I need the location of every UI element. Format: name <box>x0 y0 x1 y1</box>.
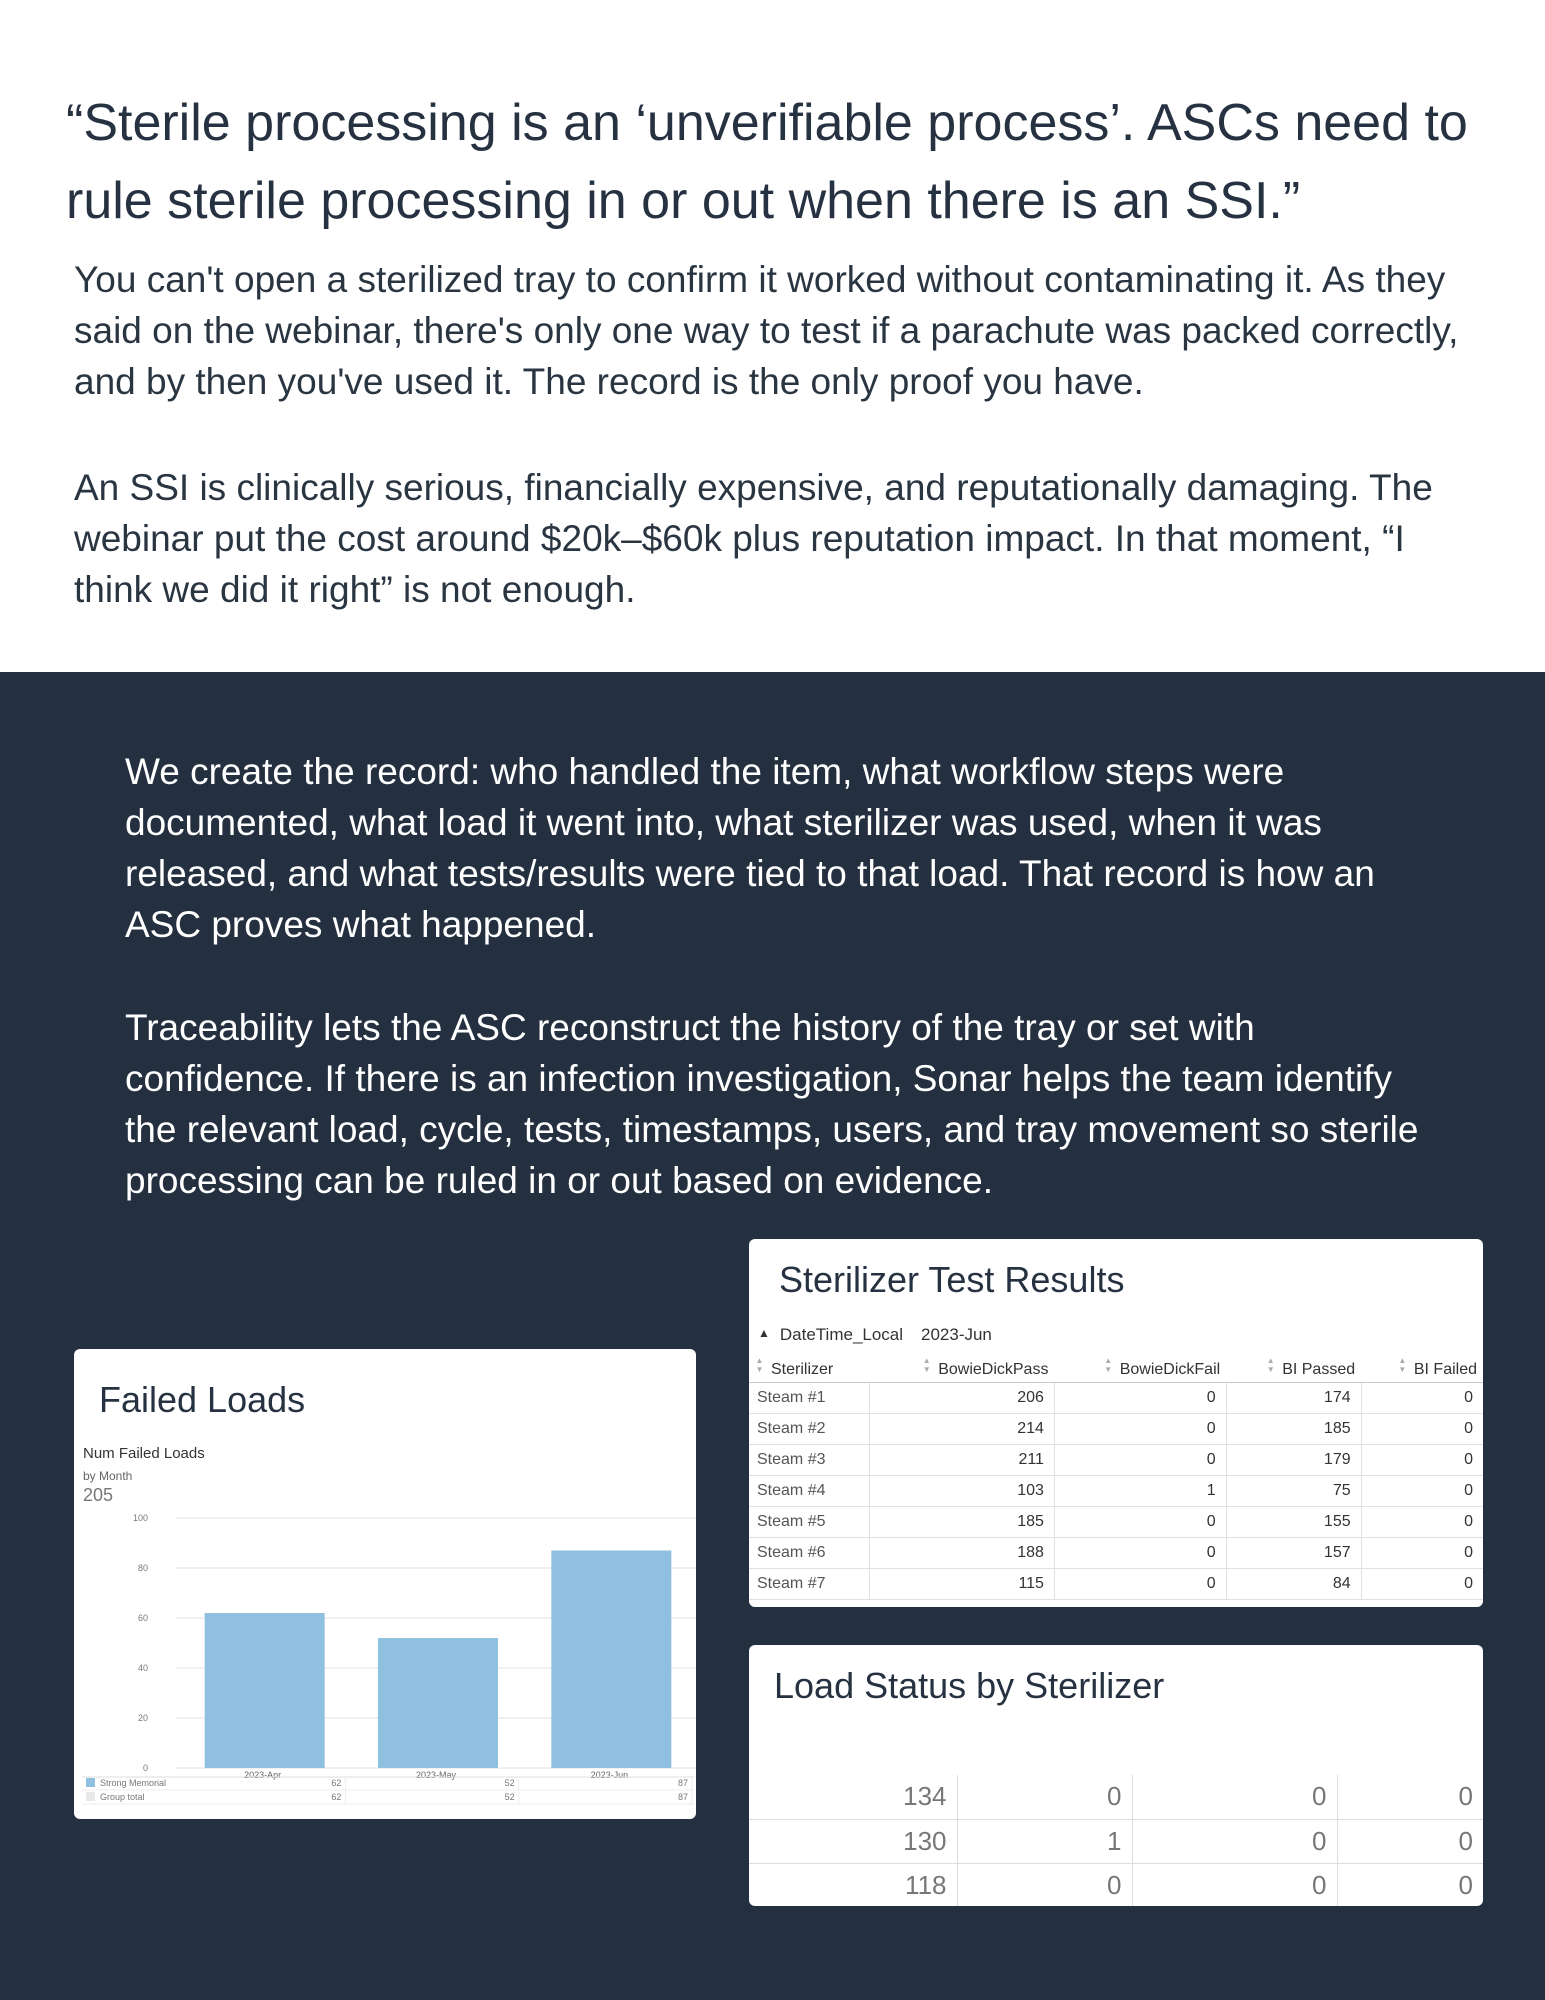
table-cell: 1 <box>1054 1475 1226 1506</box>
data-label: 87 <box>677 1778 688 1788</box>
intro-paragraph-2: An SSI is clinically serious, financially expensive, and reputationally damaging. The webinar put the cost around $20k–$60k plus reputation impact. In that moment, “I think we did it right” is not enough. <box>74 467 1433 610</box>
x-tick-label: 2023-Jun <box>590 1770 629 1780</box>
table-cell: 0 <box>1361 1413 1483 1444</box>
table-cell: 134 <box>749 1775 957 1819</box>
table-cell: 75 <box>1226 1475 1361 1506</box>
table-cell: 118 <box>749 1863 957 1906</box>
table-cell: 0 <box>1132 1775 1337 1819</box>
table-cell: 0 <box>1054 1382 1226 1413</box>
column-header-label: BI Failed <box>1413 1361 1477 1379</box>
table-row <box>749 1863 1483 1906</box>
table-cell: 214 <box>870 1413 1055 1444</box>
table-cell: 0 <box>1054 1444 1226 1475</box>
y-tick-label: 60 <box>137 1613 148 1623</box>
test-results-table <box>749 1354 1483 1600</box>
failed-loads-card <box>74 1349 696 1819</box>
y-tick-label: 0 <box>142 1763 148 1773</box>
column-header[interactable] <box>749 1354 870 1382</box>
table-cell: 0 <box>1361 1382 1483 1413</box>
bar <box>378 1638 498 1768</box>
table-cell: 0 <box>1054 1568 1226 1599</box>
failed-loads-title: Failed Loads <box>99 1379 306 1420</box>
test-results-title: Sterilizer Test Results <box>779 1259 1125 1300</box>
table-cell: 0 <box>957 1863 1132 1906</box>
table-cell: 179 <box>1226 1444 1361 1475</box>
table-row <box>749 1775 1483 1819</box>
pivot-header <box>758 1325 992 1345</box>
table-row <box>749 1444 1483 1475</box>
table-row <box>749 1506 1483 1537</box>
column-header-label: Sterilizer <box>771 1361 834 1379</box>
load-status-title: Load Status by Sterilizer <box>774 1665 1165 1706</box>
data-label: 52 <box>504 1778 515 1788</box>
load-status-card <box>749 1645 1483 1906</box>
column-header-label: BowieDickPass <box>938 1361 1049 1379</box>
data-label: 62 <box>331 1792 342 1802</box>
traceability-paragraph: Traceability lets the ASC reconstruct the history of the tray or set with confidence. If there is an infection investigation, Sonar helps the team identify the relevant load, cycle, tests, timestamps, users, and tray movement so sterile processing can be ruled in or out based on evidence. <box>125 1007 1419 1201</box>
test-results-card <box>749 1239 1483 1607</box>
date-field-value: 2023-Jun <box>921 1325 992 1344</box>
table-cell: 0 <box>1361 1568 1483 1599</box>
table-cell: 155 <box>1226 1506 1361 1537</box>
sterilizer-name: Steam #2 <box>749 1413 870 1444</box>
load-status-table <box>749 1775 1483 1906</box>
table-cell: 0 <box>1361 1475 1483 1506</box>
data-label: 62 <box>331 1778 342 1788</box>
sterilizer-name: Steam #5 <box>749 1506 870 1537</box>
record-paragraph: We create the record: who handled the item, what workflow steps were documented, what load it went into, what sterilizer was used, when it was released, and what tests/results were tied to that load. That record is how an ASC proves what happened. <box>125 751 1375 945</box>
y-tick-label: 40 <box>137 1663 148 1673</box>
chart-subtitle: Num Failed Loads <box>83 1445 205 1462</box>
chart-total: 205 <box>83 1485 114 1505</box>
table-row <box>749 1382 1483 1413</box>
table-cell: 0 <box>1054 1506 1226 1537</box>
sterilizer-name: Steam #4 <box>749 1475 870 1506</box>
column-header-label: BI Passed <box>1282 1361 1356 1379</box>
legend-swatch <box>86 1792 95 1801</box>
table-cell: 188 <box>870 1537 1055 1568</box>
data-label: 52 <box>504 1792 515 1802</box>
table-row <box>749 1413 1483 1444</box>
table-cell: 0 <box>957 1775 1132 1819</box>
table-row <box>749 1537 1483 1568</box>
chart-by-label: by Month <box>83 1469 133 1483</box>
table-cell: 157 <box>1226 1537 1361 1568</box>
legend-label: Group total <box>100 1792 145 1802</box>
table-cell: 185 <box>1226 1413 1361 1444</box>
table-cell: 174 <box>1226 1382 1361 1413</box>
date-field-label: DateTime_Local <box>779 1325 904 1344</box>
column-header[interactable] <box>1054 1354 1226 1382</box>
sort-icon[interactable]: ▲▼ <box>755 1356 764 1375</box>
data-label: 87 <box>677 1792 688 1802</box>
x-tick-label: 2023-May <box>415 1770 457 1780</box>
sterilizer-name: Steam #1 <box>749 1382 870 1413</box>
sort-icon[interactable]: ▲▼ <box>1103 1356 1113 1375</box>
failed-loads-chart <box>74 1349 696 1819</box>
table-cell: 0 <box>1054 1537 1226 1568</box>
table-cell: 115 <box>870 1568 1055 1599</box>
table-cell: 0 <box>1361 1506 1483 1537</box>
legend-swatch <box>86 1778 95 1787</box>
sterilizer-name: Steam #3 <box>749 1444 870 1475</box>
sterilizer-name: Steam #7 <box>749 1568 870 1599</box>
column-header[interactable] <box>1226 1354 1361 1382</box>
table-row <box>749 1475 1483 1506</box>
table-cell: 185 <box>870 1506 1055 1537</box>
sort-up-icon[interactable]: ▲ <box>758 1326 770 1340</box>
table-cell: 0 <box>1132 1863 1337 1906</box>
column-header[interactable] <box>1361 1354 1483 1382</box>
table-cell: 0 <box>1337 1775 1483 1819</box>
y-tick-label: 100 <box>132 1513 148 1523</box>
table-cell: 206 <box>870 1382 1055 1413</box>
table-cell: 0 <box>1132 1819 1337 1863</box>
sort-icon[interactable]: ▲▼ <box>922 1356 932 1375</box>
table-cell: 84 <box>1226 1568 1361 1599</box>
headline-quote: “Sterile processing is an ‘unverifiable process’. ASCs need to rule sterile processing in or out when there is an SSI.” <box>66 94 1468 230</box>
table-cell: 0 <box>1054 1413 1226 1444</box>
sort-icon[interactable]: ▲▼ <box>1266 1356 1276 1375</box>
bar <box>205 1613 325 1768</box>
table-cell: 0 <box>1337 1863 1483 1906</box>
table-cell: 130 <box>749 1819 957 1863</box>
sterilizer-name: Steam #6 <box>749 1537 870 1568</box>
table-row <box>749 1819 1483 1863</box>
table-cell: 1 <box>957 1819 1132 1863</box>
table-cell: 211 <box>870 1444 1055 1475</box>
column-header[interactable] <box>870 1354 1055 1382</box>
sort-icon[interactable]: ▲▼ <box>1397 1356 1407 1375</box>
legend-label: Strong Memorial <box>100 1778 167 1788</box>
table-row <box>749 1568 1483 1599</box>
column-header-label: BowieDickFail <box>1119 1361 1221 1379</box>
table-cell: 0 <box>1337 1819 1483 1863</box>
y-tick-label: 20 <box>137 1713 148 1723</box>
bar <box>551 1551 671 1769</box>
table-cell: 0 <box>1361 1537 1483 1568</box>
table-cell: 103 <box>870 1475 1055 1506</box>
table-cell: 0 <box>1361 1444 1483 1475</box>
y-tick-label: 80 <box>137 1563 148 1573</box>
intro-section <box>0 0 1545 672</box>
intro-paragraph-1: You can't open a sterilized tray to confirm it worked without contaminating it. As they said on the webinar, there's only one way to test if a parachute was packed correctly, and by then you've used it. The record is the only proof you have. <box>74 259 1459 402</box>
x-tick-label: 2023-Apr <box>244 1770 282 1780</box>
